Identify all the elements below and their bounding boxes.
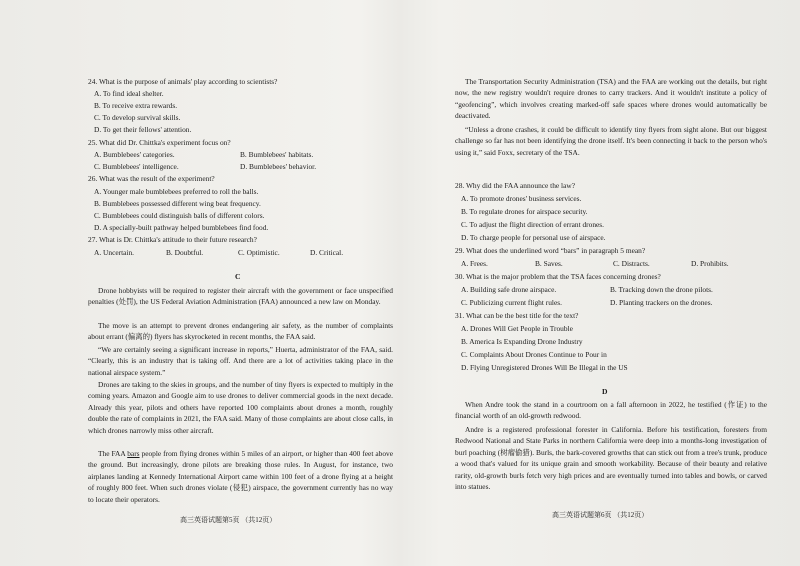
question-30-stem: 30. What is the major problem that the TSA faces concerning drones? — [455, 272, 661, 281]
q29-option-d: D. Prohibits. — [691, 259, 729, 268]
question-27-stem: 27. What is Dr. Chittka's attitude to their future research? — [88, 235, 257, 244]
passage-d-paragraph-1: When Andre took the stand in a courtroom on a fall afternoon in 2022, he testified (作证) to the financial worth of an old-growth redwood. — [455, 400, 767, 421]
question-25-stem: 25. What did Dr. Chittka's experiment focus on? — [88, 138, 231, 147]
question-29-stem: 29. What does the underlined word “bars” in paragraph 5 mean? — [455, 246, 646, 255]
q25-option-d: D. Bumblebees' behavior. — [240, 162, 317, 171]
q28-option-a: A. To promote drones' business services. — [461, 194, 582, 203]
q27-option-b: B. Doubtful. — [166, 248, 204, 257]
para5-post: people from flying drones within 5 miles of an airport, or higher than 400 feet above the ground. But increasingly, drone pilots are breaking those rules. In August, for instance, two airplanes landing at Kennedy International Airport came within 100 feet of a drone flying at a height of roughly 800 feet. When such drones violate (侵犯) airspace, the government currently has no way to locate their operators. — [88, 449, 393, 504]
q31-option-d: D. Flying Unregistered Drones Will Be Illegal in the US — [461, 363, 628, 372]
passage-c-paragraph-3: “We are certainly seeing a significant increase in reports,” Huerta, administrator of the FAA, said. “Clearly, this is an industry that is taking off. And there are a lot of activities taking place in the national airspace system.” — [88, 345, 393, 377]
passage-d-paragraph-2: Andre is a registered professional forester in California. Before his testification, foresters from Redwood National and State Parks in northern California were deep into a months-long investigation of burl poaching (树瘤偷猎). Burls, the bark-covered growths that can stick out from a tree's trunk, produce a wood that's valued for its unique grain and smooth workability. Because of their beauty and relative rarity, old-growth burls fetch very high prices and are eventually turned into tables and bowls, or carved into statues. — [455, 425, 767, 492]
q28-option-d: D. To charge people for personal use of airspace. — [461, 233, 606, 242]
left-page — [88, 0, 393, 566]
question-31-stem: 31. What can be the best title for the text? — [455, 311, 579, 320]
q26-option-c: C. Bumblebees could distinguish balls of different colors. — [94, 211, 265, 220]
q25-option-c: C. Bumblebees' intelligence. — [94, 162, 179, 171]
question-28-stem: 28. Why did the FAA announce the law? — [455, 181, 576, 190]
q30-option-a: A. Building safe drone airspace. — [461, 285, 557, 294]
q29-option-a: A. Frees. — [461, 259, 488, 268]
q31-option-a: A. Drones Will Get People in Trouble — [461, 324, 573, 333]
q29-option-b: B. Saves. — [535, 259, 563, 268]
underlined-word-bars: bars — [127, 449, 140, 458]
page-footer-right: 高三英语试题第6页 （共12页） — [552, 511, 649, 519]
q27-option-a: A. Uncertain. — [94, 248, 135, 257]
section-c-heading: C — [235, 272, 241, 281]
q27-option-c: C. Optimistic. — [238, 248, 280, 257]
q26-option-d: D. A specially-built pathway helped bumblebees find food. — [94, 223, 269, 232]
q30-option-b: B. Tracking down the drone pilots. — [610, 285, 713, 294]
q31-option-b: B. America Is Expanding Drone Industry — [461, 337, 583, 346]
q31-option-c: C. Complaints About Drones Continue to Pour in — [461, 350, 607, 359]
q28-option-c: C. To adjust the flight direction of errant drones. — [461, 220, 605, 229]
q30-option-c: C. Publicizing current flight rules. — [461, 298, 562, 307]
section-d-heading: D — [602, 387, 608, 396]
passage-c-paragraph-7: “Unless a drone crashes, it could be difficult to identify tiny flyers from sight alone. But our biggest challenge so far has not been identifying the drone itself. It's been connecting it back to the person who's using it,” said Foxx, secretary of the TSA. — [455, 125, 767, 157]
q26-option-a: A. Younger male bumblebees preferred to roll the balls. — [94, 187, 259, 196]
passage-c-paragraph-6: The Transportation Security Administration (TSA) and the FAA are working out the details, but right now, the new registry wouldn't require drones to carry trackers. And it wouldn't institute a policy of “geofencing”, which involves creating marked-off safe spaces where drones would automatically be deactivated. — [455, 77, 767, 121]
q25-option-a: A. Bumblebees' categories. — [94, 150, 175, 159]
q24-option-b: B. To receive extra rewards. — [94, 101, 178, 110]
passage-c-paragraph-5 — [88, 448, 393, 505]
passage-c-paragraph-1: Drone hobbyists will be required to register their aircraft with the government or face unspecified penalties (处罚), the US Federal Aviation Administration (FAA) announced a new law on Monday. — [88, 286, 393, 307]
q24-option-d: D. To get their fellows' attention. — [94, 125, 192, 134]
question-26-stem: 26. What was the result of the experiment? — [88, 174, 215, 183]
page-footer-left: 高三英语试题第5页 （共12页） — [180, 516, 277, 524]
q25-option-b: B. Bumblebees' habitats. — [240, 150, 314, 159]
q29-option-c: C. Distracts. — [613, 259, 650, 268]
q24-option-a: A. To find ideal shelter. — [94, 89, 164, 98]
q27-option-d: D. Critical. — [310, 248, 344, 257]
right-page — [455, 0, 767, 566]
q24-option-c: C. To develop survival skills. — [94, 113, 181, 122]
question-24-stem: 24. What is the purpose of animals' play according to scientists? — [88, 77, 278, 86]
para5-pre: The FAA — [98, 449, 128, 458]
q26-option-b: B. Bumblebees possessed different wing beat frequency. — [94, 199, 261, 208]
passage-c-paragraph-4: Drones are taking to the skies in groups, and the number of tiny flyers is expected to multiply in the coming years. Amazon and Google aim to use drones to deliver commercial goods in the next decade. Already this year, pilots and others have reported 100 complaints about drones a month, roughly double the rate of complaints in 2021, the FAA said. Many of those complaints are about close calls, in which drones narrowly miss other aircraft. — [88, 380, 393, 435]
q30-option-d: D. Planting trackers on the drones. — [610, 298, 713, 307]
q28-option-b: B. To regulate drones for airspace security. — [461, 207, 588, 216]
passage-c-paragraph-2: The move is an attempt to prevent drones endangering air safety, as the number of complaints about errant (偏离的) flyers has skyrocketed in recent months, the FAA said. — [88, 321, 393, 342]
